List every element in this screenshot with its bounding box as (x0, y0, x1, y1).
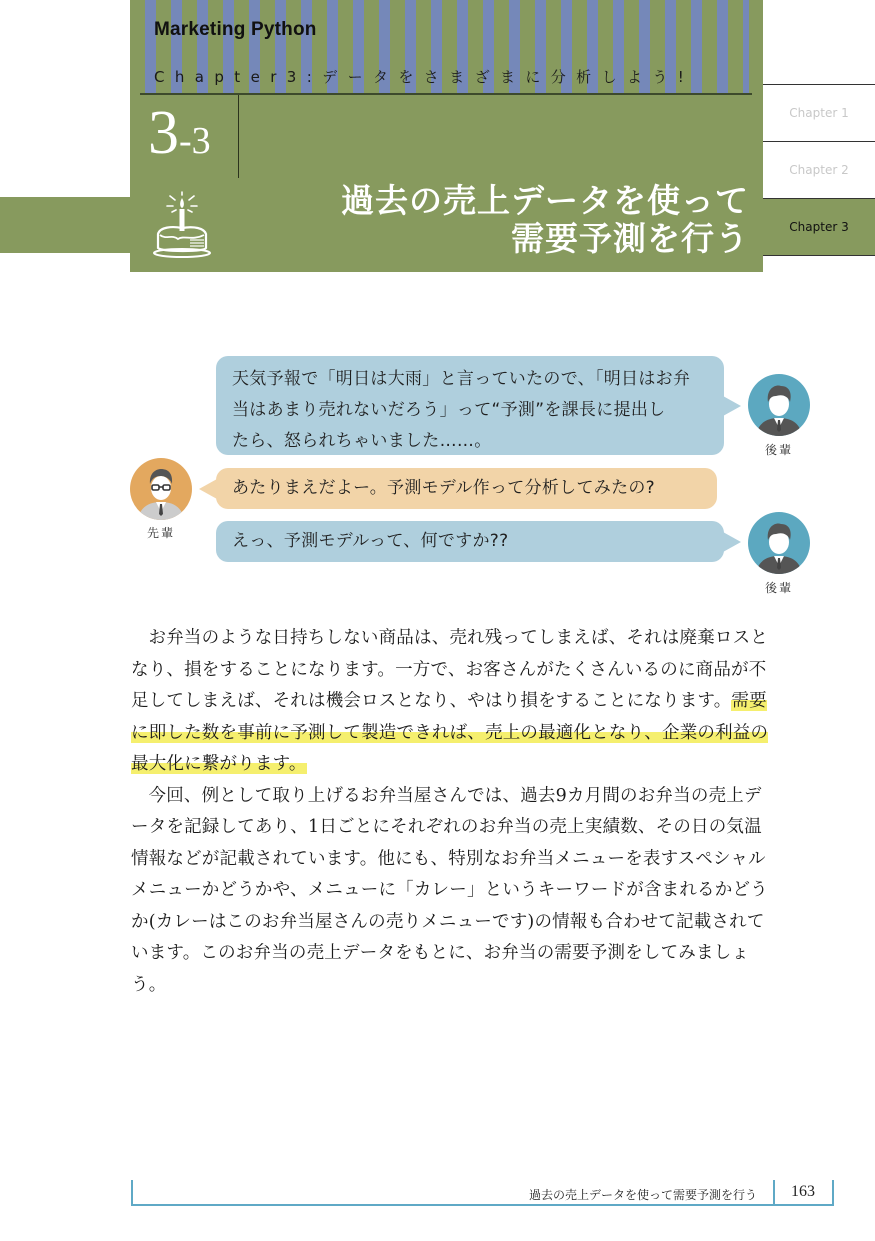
paragraph-1 (131, 623, 771, 781)
person-icon (748, 374, 810, 436)
footer-divider (131, 1180, 133, 1206)
body-text (131, 623, 771, 1001)
paragraph-1-text: お弁当のような日持ちしない商品は、売れ残ってしまえば、それは廃棄ロスとなり、損をすることになります。一方で、お客さんがたくさんいるのに商品が不足してしまえば、それは機会ロスとなり、やはり損をすることになります。 (131, 628, 768, 711)
stripe-edge (749, 0, 763, 95)
bubble-line: えっ、予測モデルって、何ですか?? (232, 531, 509, 551)
section-major: 3 (148, 99, 179, 167)
avatar-kohai (748, 374, 810, 436)
section-title-line2: 需要予測を行う (511, 219, 749, 258)
section-number (148, 98, 211, 168)
bubble-line: 当はあまり売れないだろう」って“予測”を課長に提出し (232, 400, 666, 420)
section-title (341, 182, 749, 258)
speaker-label: 後輩 (764, 443, 793, 457)
paragraph-2: 今回、例として取り上げるお弁当屋さんでは、過去9カ月間のお弁当の売上データを記録してあり、1日ごとにそれぞれのお弁当の売上実績数、その日の気温情報などが記載されています。他にも、特別なお弁当メニューを表すスペシャルメニューかどうかや、メニューに「カレー」というキーワードが含まれるかどうか(カレーはこのお弁当屋さんの売りメニューです)の情報も合わせて記載されています。このお弁当の売上データをもとに、お弁当の需要予測をしてみましょう。 (131, 785, 768, 995)
footer-rule (131, 1204, 834, 1206)
tab-chapter-3[interactable]: Chapter 3 (763, 198, 875, 256)
chapter-tabs (763, 84, 875, 256)
speech-bubble-kohai-1 (216, 356, 724, 455)
person-icon (748, 512, 810, 574)
highlighted-text: 需要に即した数を事前に予測して製造できれば、売上の最適化となり、企業の利益の最大化に繋がります。 (131, 691, 769, 774)
bubble-line: あたりまえだよー。予測モデル作って分析してみたの? (232, 478, 655, 498)
header-divider (140, 93, 752, 95)
running-title: 過去の売上データを使って需要予測を行う (528, 1188, 757, 1202)
tab-chapter-2[interactable]: Chapter 2 (763, 141, 875, 198)
section-title-line1: 過去の売上データを使って (341, 181, 749, 220)
speaker-label: 後輩 (764, 581, 793, 595)
section-minor: -3 (179, 120, 211, 162)
speaker-label: 先輩 (146, 526, 175, 540)
bubble-tail (723, 532, 741, 552)
section-divider (238, 95, 239, 178)
person-glasses-icon (130, 458, 192, 520)
chapter-header (130, 0, 763, 272)
stripe-edge (130, 0, 145, 95)
header-left-band (0, 197, 130, 253)
bubble-tail (723, 396, 741, 416)
footer-divider (832, 1180, 834, 1206)
bubble-line: たら、怒られちゃいました……。 (232, 431, 492, 451)
speech-bubble-senpai (216, 468, 717, 509)
avatar-senpai (130, 458, 192, 520)
bubble-tail (199, 479, 217, 499)
chapter-subtitle: Chapter3:データをさまざまに分析しよう! (154, 68, 695, 86)
bubble-line: 天気予報で「明日は大雨」と言っていたので、「明日はお弁 (232, 369, 691, 389)
speech-bubble-kohai-2 (216, 521, 724, 562)
book-brand: Marketing Python (154, 19, 317, 40)
tab-chapter-1[interactable]: Chapter 1 (763, 84, 875, 141)
birthday-cake-icon (152, 190, 212, 260)
page-number: 163 (791, 1183, 815, 1200)
avatar-kohai (748, 512, 810, 574)
